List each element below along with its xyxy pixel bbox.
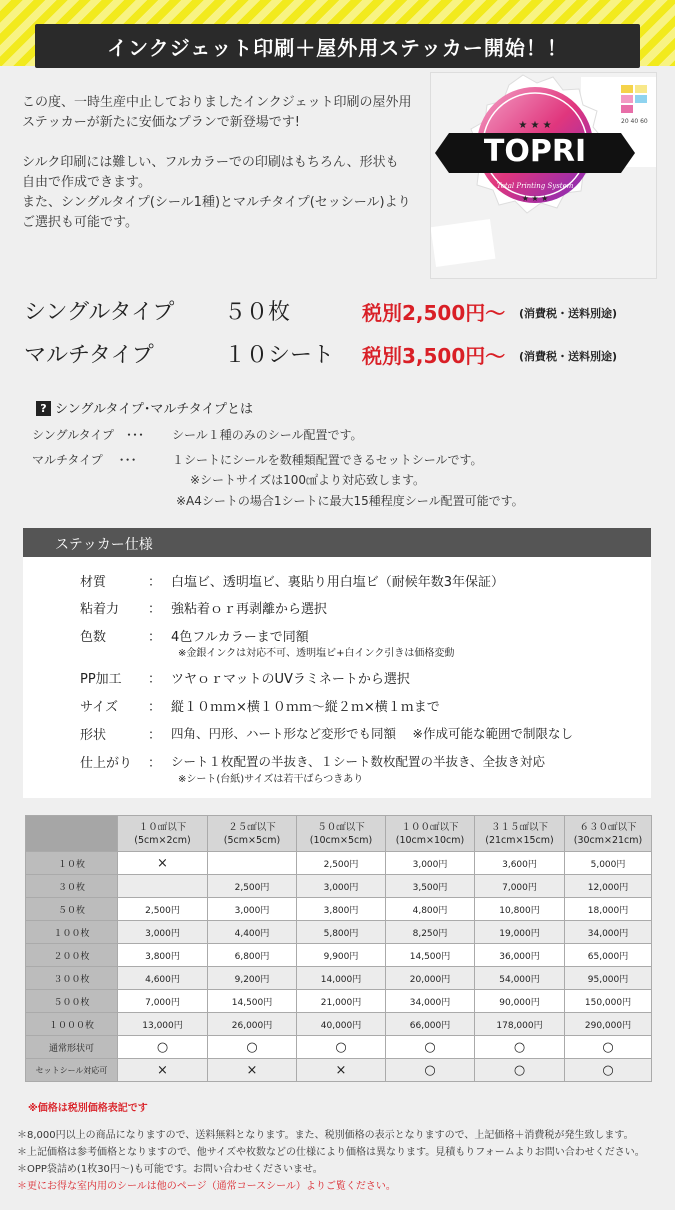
table-cell: 3,800円 [118,944,208,967]
table-cell: 26,000円 [208,1013,297,1036]
logo-tagline: Total Printing System [496,182,574,190]
spec-label: 粘着力 [80,602,120,617]
sheet-numbers: 20 40 60 [621,118,648,125]
multi-label: マルチタイプ ･･･ [32,453,137,467]
row-header: ２００枚 [26,944,118,967]
column-header: ６３０㎠以下 (30cm×21cm) [565,816,652,852]
row-header: １０枚 [26,852,118,875]
table-cell: 95,000円 [565,967,652,990]
svg-text:★ ★ ★: ★ ★ ★ [518,120,552,131]
column-header: ３１５㎠以下 (21cm×15cm) [475,816,565,852]
table-cell: 66,000円 [386,1013,475,1036]
table-cell: × [118,852,208,875]
spec-label: 仕上がり [80,756,133,771]
single-desc: シール１種のみのシール配置です。 [172,428,363,442]
table-cell: 14,500円 [208,990,297,1013]
table-cell: 5,000円 [565,852,652,875]
price-note: (消費税・送料別途) [519,350,618,363]
table-row [26,1059,652,1082]
footnote: ＊8,000円以上の商品になりますので、送料無料となります。また、税別価格の表示となりますので、上記価格＋消費税が発生致します。 [17,1130,634,1141]
table-cell: ○ [475,1036,565,1059]
table-cell: 2,500円 [208,875,297,898]
types-heading: シングルタイプ･マルチタイプとは [55,402,254,417]
table-cell: 19,000円 [475,921,565,944]
banner-bar [35,24,640,68]
table-cell: 90,000円 [475,990,565,1013]
table-cell: 2,500円 [118,898,208,921]
price-type: マルチタイプ [24,343,154,368]
spec-value: 強粘着ｏｒ再剥離から選択 [171,602,328,617]
spec-colon: ： [148,630,162,645]
spec-label: 材質 [80,575,107,590]
footnote: ＊OPP袋詰め(1枚30円～)も可能です。お問い合わせくださいませ。 [17,1164,323,1175]
table-cell: 21,000円 [297,990,386,1013]
spec-value: シート１枚配置の半抜き、１シート数枚配置の半抜き、全抜き対応 [171,754,546,769]
table-cell: 4,800円 [386,898,475,921]
spec-colon: ： [148,756,162,771]
table-cell: 8,250円 [386,921,475,944]
spec-colon: ： [148,728,162,743]
question-icon: ? [36,401,51,416]
spec-value: 白塩ビ、透明塩ビ、裏貼り用白塩ビ（耐候年数3年保証） [171,575,505,590]
table-cell: × [118,1059,208,1082]
table-cell: ○ [475,1059,565,1082]
table-cell: 3,500円 [386,875,475,898]
table-cell: 20,000円 [386,967,475,990]
price-qty: １０シート [224,343,335,368]
spec-colon: ： [148,575,162,590]
spec-value: 4色フルカラーまで同額 [171,630,309,645]
table-row [26,921,652,944]
table-row [26,944,652,967]
intro-line: また、シングルタイプ(シール1種)とマルチタイプ(セッシール)より [22,195,411,210]
table-cell: 10,800円 [475,898,565,921]
table-cell [208,852,297,875]
spec-card [23,528,651,798]
row-header: １００枚 [26,921,118,944]
table-cell: 9,200円 [208,967,297,990]
banner-title: インクジェット印刷＋屋外用ステッカー開始！！ [107,36,568,60]
row-header: ５０枚 [26,898,118,921]
row-header: セットシール対応可 [26,1059,118,1082]
price-amount: 税別2,500円～ [362,301,506,325]
spec-value: 縦１０ｍｍ×横１０ｍｍ～縦２ｍ×横１ｍまで [171,700,440,715]
table-cell: 9,900円 [297,944,386,967]
table-cell: ○ [565,1059,652,1082]
table-row [26,1013,652,1036]
row-header: 通常形状可 [26,1036,118,1059]
price-row-multi [24,338,644,368]
table-cell: ○ [297,1036,386,1059]
spec-header [23,528,651,557]
table-cell: 178,000円 [475,1013,565,1036]
product-image [430,72,657,279]
multi-note: ※シートサイズは100㎠より対応致します。 [190,473,426,487]
table-row [26,1036,652,1059]
table-cell: 34,000円 [386,990,475,1013]
spec-colon: ： [148,672,162,687]
svg-text:★ ★ ★: ★ ★ ★ [521,194,549,203]
price-row-single [24,295,644,325]
multi-note: ※A4シートの場合1シートに最大15種程度シール配置可能です。 [176,494,524,508]
table-cell: 40,000円 [297,1013,386,1036]
table-cell: 65,000円 [565,944,652,967]
column-header: １０㎠以下 (5cm×2cm) [118,816,208,852]
spec-colon: ： [148,602,162,617]
spec-label: PP加工 [80,672,122,687]
intro-line: ステッカーが新たに安価なプランで新登場です! [22,115,300,130]
table-cell: 3,600円 [475,852,565,875]
table-cell: ○ [208,1036,297,1059]
intro-line: シルク印刷には難しい、フルカラーでの印刷はもちろん、形状も [22,155,399,170]
banner [0,0,675,66]
spec-subnote: ※金銀インクは対応不可、透明塩ビ+白インク引きは価格変動 [178,648,455,659]
table-cell: ○ [565,1036,652,1059]
table-row [26,852,652,875]
table-cell: ○ [118,1036,208,1059]
table-cell: 150,000円 [565,990,652,1013]
spec-subnote: ※シート(台紙)サイズは若干ばらつきあり [178,774,364,785]
spec-value: 四角、円形、ハート形など変形でも同額 ※作成可能な範囲で制限なし [171,726,573,741]
spec-colon: ： [148,700,162,715]
footnote: ＊上記価格は参考価格となりますので、他サイズや枚数などの仕様により価格は異なります。見積もりフォームよりお問い合わせください。 [17,1147,645,1158]
table-cell: 3,000円 [386,852,475,875]
table-cell: 3,000円 [297,875,386,898]
table-note: ※価格は税別価格表記です [28,1103,148,1114]
table-row [26,990,652,1013]
price-amount: 税別3,500円～ [362,344,506,368]
spec-label: サイズ [80,700,118,715]
intro-line: ご選択も可能です。 [22,215,138,230]
table-cell: 4,600円 [118,967,208,990]
row-header: ５００枚 [26,990,118,1013]
table-cell: ○ [386,1036,475,1059]
intro-line: 自由で作成できます。 [22,175,151,190]
price-note: (消費税・送料別途) [519,307,618,320]
table-cell: 3,800円 [297,898,386,921]
row-header: １０００枚 [26,1013,118,1036]
spec-label: 形状 [80,728,107,743]
table-cell: 7,000円 [475,875,565,898]
table-corner [26,816,118,852]
footnote: ＊更にお得な室内用のシールは他のページ（通常コースシール）よりご覧ください。 [17,1181,396,1192]
table-cell: ○ [386,1059,475,1082]
topri-logo: TOPRI [483,134,587,169]
table-cell: 14,500円 [386,944,475,967]
price-qty: ５０枚 [224,300,291,325]
price-table [25,815,652,1082]
column-header: ２５㎠以下 (5cm×5cm) [208,816,297,852]
multi-desc: １シートにシールを数種類配置できるセットシールです。 [172,453,483,467]
table-cell: 34,000円 [565,921,652,944]
row-header: ３０枚 [26,875,118,898]
intro-line: この度、一時生産中止しておりましたインクジェット印刷の屋外用 [22,95,412,110]
price-type: シングルタイプ [24,300,175,325]
intro-text [22,93,432,233]
table-row [26,875,652,898]
table-cell: 4,400円 [208,921,297,944]
table-row [26,967,652,990]
table-row [26,898,652,921]
table-cell: 54,000円 [475,967,565,990]
row-header: ３００枚 [26,967,118,990]
table-cell: × [297,1059,386,1082]
table-cell: 3,000円 [118,921,208,944]
table-header-row [26,816,652,852]
table-cell: 14,000円 [297,967,386,990]
spec-label: 色数 [80,630,107,645]
table-cell: 290,000円 [565,1013,652,1036]
spec-value: ツヤｏｒマットのUVラミネートから選択 [171,672,410,687]
table-cell: 12,000円 [565,875,652,898]
column-header: ５０㎠以下 (10cm×5cm) [297,816,386,852]
column-header: １００㎠以下 (10cm×10cm) [386,816,475,852]
single-label: シングルタイプ ･･･ [32,428,145,442]
table-cell: 7,000円 [118,990,208,1013]
table-cell: 5,800円 [297,921,386,944]
table-cell: × [208,1059,297,1082]
table-cell: 18,000円 [565,898,652,921]
table-cell: 36,000円 [475,944,565,967]
table-cell: 3,000円 [208,898,297,921]
table-cell: 13,000円 [118,1013,208,1036]
table-cell: 2,500円 [297,852,386,875]
table-cell: 6,800円 [208,944,297,967]
table-cell [118,875,208,898]
sticker-illustration [431,73,656,278]
spec-title: ステッカー仕様 [55,537,153,553]
